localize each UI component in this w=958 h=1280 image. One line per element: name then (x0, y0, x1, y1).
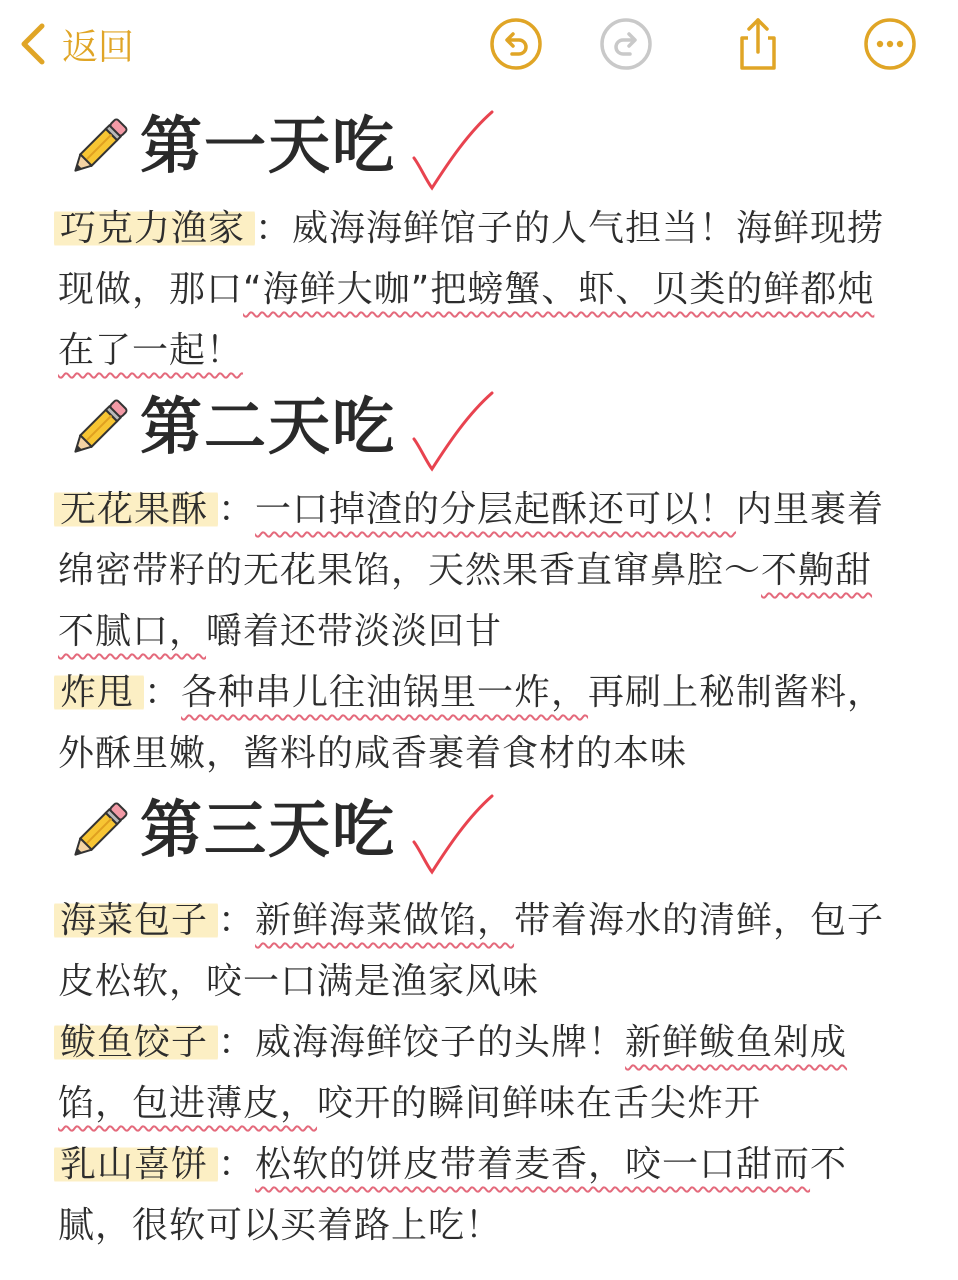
item-text-underlined: 松软的饼皮带着麦香，咬一口甜而 (255, 1144, 811, 1185)
more-icon (862, 16, 918, 72)
check-mark-icon (408, 108, 498, 192)
chevron-left-icon (18, 22, 48, 66)
item-text: 咬开的瞬间鲜味在舌尖炸开 (317, 1083, 762, 1124)
day-title: 第二天吃 (140, 390, 397, 463)
item-text-underlined: 一口掉渣的分层起酥还可以！ (255, 489, 737, 530)
list-item (58, 1012, 888, 1134)
item-text: 威海海鲜馆子的人气担当！海鲜现捞现做，那口 (58, 208, 885, 310)
undo-icon (488, 16, 544, 72)
pencil-icon (62, 112, 134, 184)
item-text: 不腻，很软可以买着路上吃！ (58, 1144, 848, 1246)
more-options-button[interactable] (862, 16, 918, 72)
item-separator: ： (218, 1144, 256, 1185)
day-heading (0, 784, 958, 876)
share-button[interactable] (730, 16, 786, 72)
day-heading (0, 381, 958, 473)
item-text-underlined: “海鲜大咖”把螃蟹、虾、贝类的鲜都炖在了一起！ (58, 269, 875, 371)
item-text-underlined: 新鲜海菜做馅， (255, 900, 515, 941)
undo-button[interactable] (488, 16, 544, 72)
item-text: 带着海水的清鲜，包子皮松软，咬一口满是渔家风味 (58, 900, 885, 1002)
day-title: 第三天吃 (140, 793, 397, 866)
check-mark-icon (408, 792, 498, 876)
item-text: 嚼着还带淡淡回甘 (206, 611, 503, 652)
back-label: 返回 (62, 26, 135, 68)
list-item (58, 479, 888, 662)
item-text: 再刷上秘制酱料，外酥里嫩，酱料的咸香裹着食材的本味 (58, 672, 885, 774)
item-separator: ： (255, 208, 293, 249)
item-name: 无花果酥 (54, 489, 218, 530)
list-item (58, 1134, 888, 1256)
item-name: 乳山喜饼 (54, 1144, 218, 1185)
item-name: 炸甩 (54, 672, 144, 713)
pencil-icon (62, 796, 134, 868)
day-heading (0, 100, 958, 192)
list-item (58, 890, 888, 1012)
note-content[interactable] (0, 100, 958, 1256)
item-text-underlined: 各种串儿往油锅里一炸， (181, 672, 589, 713)
back-button[interactable] (18, 14, 134, 74)
redo-icon (598, 16, 654, 72)
day-title: 第一天吃 (140, 109, 397, 182)
item-text: 内里裹着绵密带籽的无花果馅，天然果香直窜鼻腔～ (58, 489, 885, 591)
item-separator: ： (218, 900, 256, 941)
check-mark-icon (408, 389, 498, 473)
nav-bar (0, 0, 958, 90)
pencil-icon (62, 393, 134, 465)
item-text-underlined: 不齁甜不腻口， (58, 550, 873, 652)
item-name: 海菜包子 (54, 900, 218, 941)
share-icon (730, 16, 786, 72)
item-separator: ： (144, 672, 182, 713)
redo-button[interactable] (598, 16, 654, 72)
list-item (58, 198, 888, 381)
item-text-underlined: 新鲜鲅鱼剁成馅，包进薄皮， (58, 1022, 848, 1124)
item-text: 威海海鲜饺子的头牌！ (255, 1022, 626, 1063)
item-separator: ： (218, 489, 256, 530)
item-name: 巧克力渔家 (54, 208, 255, 249)
list-item (58, 662, 888, 784)
item-separator: ： (218, 1022, 256, 1063)
item-name: 鲅鱼饺子 (54, 1022, 218, 1063)
